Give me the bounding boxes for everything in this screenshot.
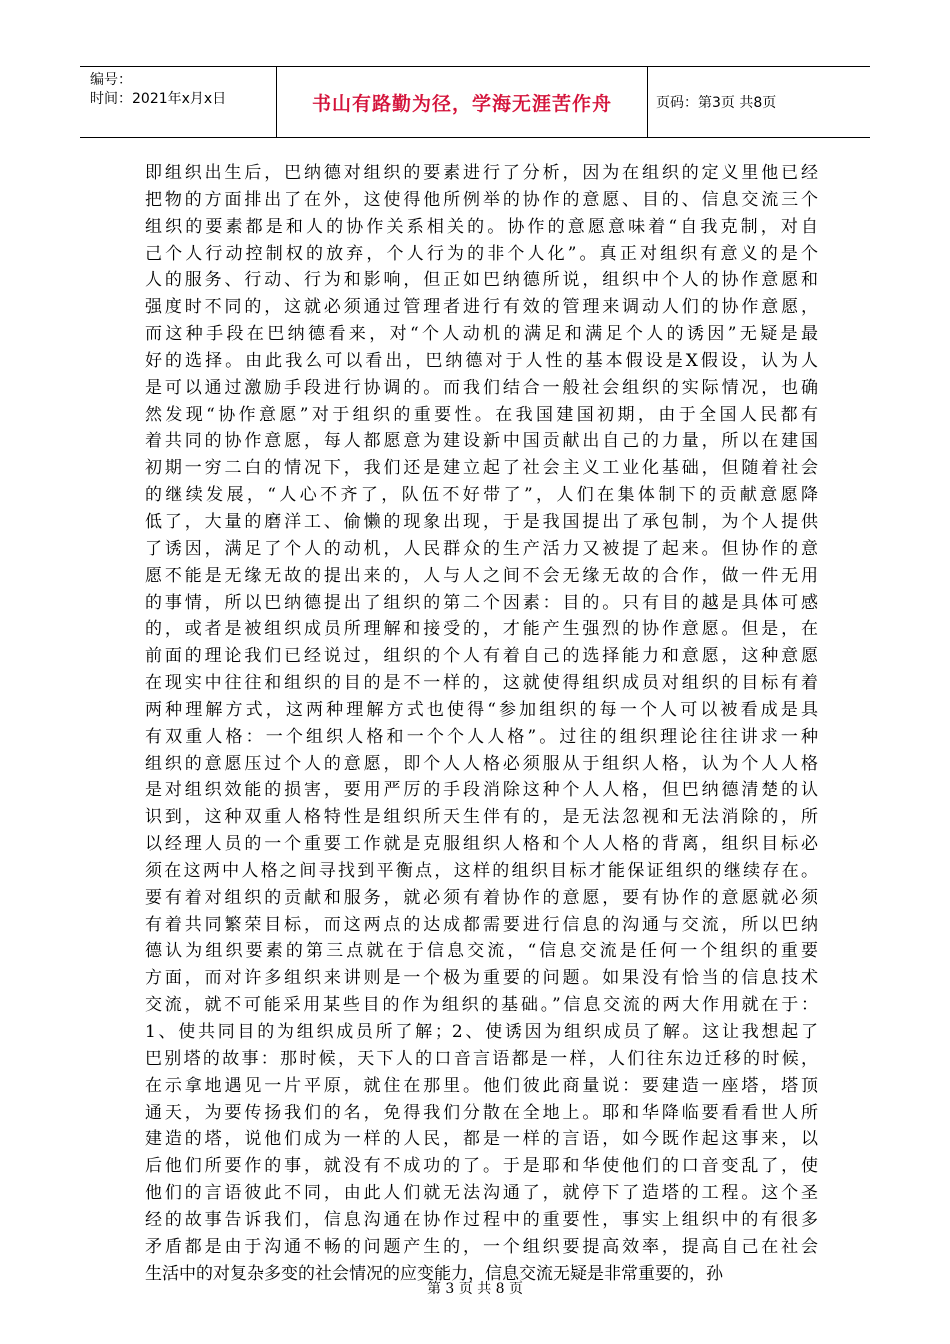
header-page-info: 页码：第3页 共8页 <box>656 95 777 111</box>
page-footer: 第 3 页 共 8 页 <box>426 1281 524 1297</box>
body-line: 而这种手段在巴纳德看来，对“个人动机的满足和满足个人的诱因”无疑是最 <box>145 324 818 345</box>
body-line: 好的选择。由此我么可以看出，巴纳德对于人性的基本假设是X假设，认为人 <box>145 350 818 371</box>
body-line: 矛盾都是由于沟通不畅的问题产生的，一个组织要提高效率，提高自己在社会 <box>145 1236 818 1257</box>
document-body <box>145 160 818 1287</box>
body-line: 要有着对组织的贡献和服务，就必须有着协作的意愿，要有协作的意愿就必须 <box>145 887 818 908</box>
body-line: 德认为组织要素的第三点就在于信息交流，“信息交流是任何一个组织的重要 <box>145 941 818 962</box>
body-line: 识到，这种双重人格特性是组织所天生伴有的，是无法忽视和无法消除的，所 <box>145 807 818 828</box>
number-label: 编号： <box>90 72 132 88</box>
body-line: 后他们所要作的事，就没有不成功的了。于是耶和华使他们的口音变乱了，使 <box>145 1156 818 1177</box>
body-line: 通天，为要传扬我们的名，免得我们分散在全地上。耶和华降临要看看世人所 <box>145 1102 818 1123</box>
body-line: 人的服务、行动、行为和影响，但正如巴纳德所说，组织中个人的协作意愿和 <box>145 270 818 291</box>
body-line: 低了，大量的磨洋工、偷懒的现象出现，于是我国提出了承包制，为个人提供 <box>145 511 818 532</box>
header-motto: 书山有路勤为径，学海无涯苦作舟 <box>277 67 648 137</box>
body-line: 以经理人员的一个重要工作就是克服组织人格和个人人格的背离，组织目标必 <box>145 834 818 855</box>
body-line: 然发现“协作意愿”对于组织的重要性。在我国建国初期，由于全国人民都有 <box>145 404 818 425</box>
body-line: 经的故事告诉我们，信息沟通在协作过程中的重要性，事实上组织中的有很多 <box>145 1209 818 1230</box>
body-line: 他们的言语彼此不同，由此人们就无法沟通了，就停下了造塔的工程。这个圣 <box>145 1183 818 1204</box>
time-label: 时间：2021年x月x日 <box>90 91 227 107</box>
page-header <box>80 66 870 138</box>
body-line: 1、使共同目的为组织成员所了解；2、使诱因为组织成员了解。这让我想起了 <box>145 1022 818 1042</box>
body-line: 愿不能是无缘无故的提出来的，人与人之间不会无缘无故的合作，做一件无用 <box>145 565 818 586</box>
body-line: 的，或者是被组织成员所理解和接受的，才能产生强烈的协作意愿。但是，在 <box>145 619 818 640</box>
body-line: 建造的塔，说他们成为一样的人民，都是一样的言语，如今既作起这事来，以 <box>145 1129 818 1150</box>
body-line: 初期一穷二白的情况下，我们还是建立起了社会主义工业化基础，但随着社会 <box>145 458 818 479</box>
body-line: 两种理解方式，这两种理解方式也使得“参加组织的每一个人可以被看成是具 <box>145 699 818 720</box>
header-meta <box>80 67 277 137</box>
body-line: 是对组织效能的损害，要用严厉的手段消除这种个人人格，但巴纳德清楚的认 <box>145 780 818 801</box>
body-line: 前面的理论我们已经说过，组织的个人有着自己的选择能力和意愿，这种意愿 <box>145 646 818 667</box>
body-line: 有双重人格：一个组织人格和一个个人人格”。过往的组织理论往往讲求一种 <box>145 726 818 747</box>
body-line: 方面，而对许多组织来讲则是一个极为重要的问题。如果没有恰当的信息技术 <box>145 968 818 989</box>
body-line: 己个人行动控制权的放弃，个人行为的非个人化”。真正对组织有意义的是个 <box>145 243 818 264</box>
body-line: 着共同的协作意愿，每人都愿意为建设新中国贡献出自己的力量，所以在建国 <box>145 431 818 452</box>
body-line: 在现实中往往和组织的目的是不一样的，这就使得组织成员对组织的目标有着 <box>145 673 818 694</box>
body-line: 强度时不同的，这就必须通过管理者进行有效的管理来调动人们的协作意愿， <box>145 297 818 318</box>
body-line: 交流，就不可能采用某些目的作为组织的基础。”信息交流的两大作用就在于： <box>145 995 818 1016</box>
body-line: 了诱因，满足了个人的动机，人民群众的生产活力又被提了起来。但协作的意 <box>145 538 818 559</box>
body-line: 生活中的对复杂多变的社会情况的应变能力，信息交流无疑是非常重要的，孙 <box>145 1263 723 1284</box>
body-line: 的事情，所以巴纳德提出了组织的第二个因素：目的。只有目的越是具体可感 <box>145 592 818 613</box>
body-line: 组织的要素都是和人的协作关系相关的。协作的意愿意味着“自我克制，对自 <box>145 216 818 237</box>
body-line: 组织的意愿压过个人的意愿，即个人人格必须服从于组织人格，认为个人人格 <box>145 753 818 774</box>
body-line: 即组织出生后，巴纳德对组织的要素进行了分析，因为在组织的定义里他已经 <box>145 163 818 183</box>
body-line: 巴别塔的故事：那时候，天下人的口音言语都是一样，人们往东边迁移的时候， <box>145 1048 818 1069</box>
body-line: 是可以通过激励手段进行协调的。而我们结合一般社会组织的实际情况，也确 <box>145 377 818 398</box>
body-line: 有着共同繁荣目标，而这两点的达成都需要进行信息的沟通与交流，所以巴纳 <box>145 914 818 935</box>
body-line: 的继续发展，“人心不齐了，队伍不好带了”，人们在集体制下的贡献意愿降 <box>145 485 818 506</box>
body-line: 在示拿地遇见一片平原，就住在那里。他们彼此商量说：要建造一座塔，塔顶 <box>145 1075 818 1096</box>
body-line: 须在这两中人格之间寻找到平衡点，这样的组织目标才能保证组织的继续存在。 <box>145 860 818 881</box>
body-line: 把物的方面排出了在外，这使得他所例举的协作的意愿、目的、信息交流三个 <box>145 189 818 210</box>
